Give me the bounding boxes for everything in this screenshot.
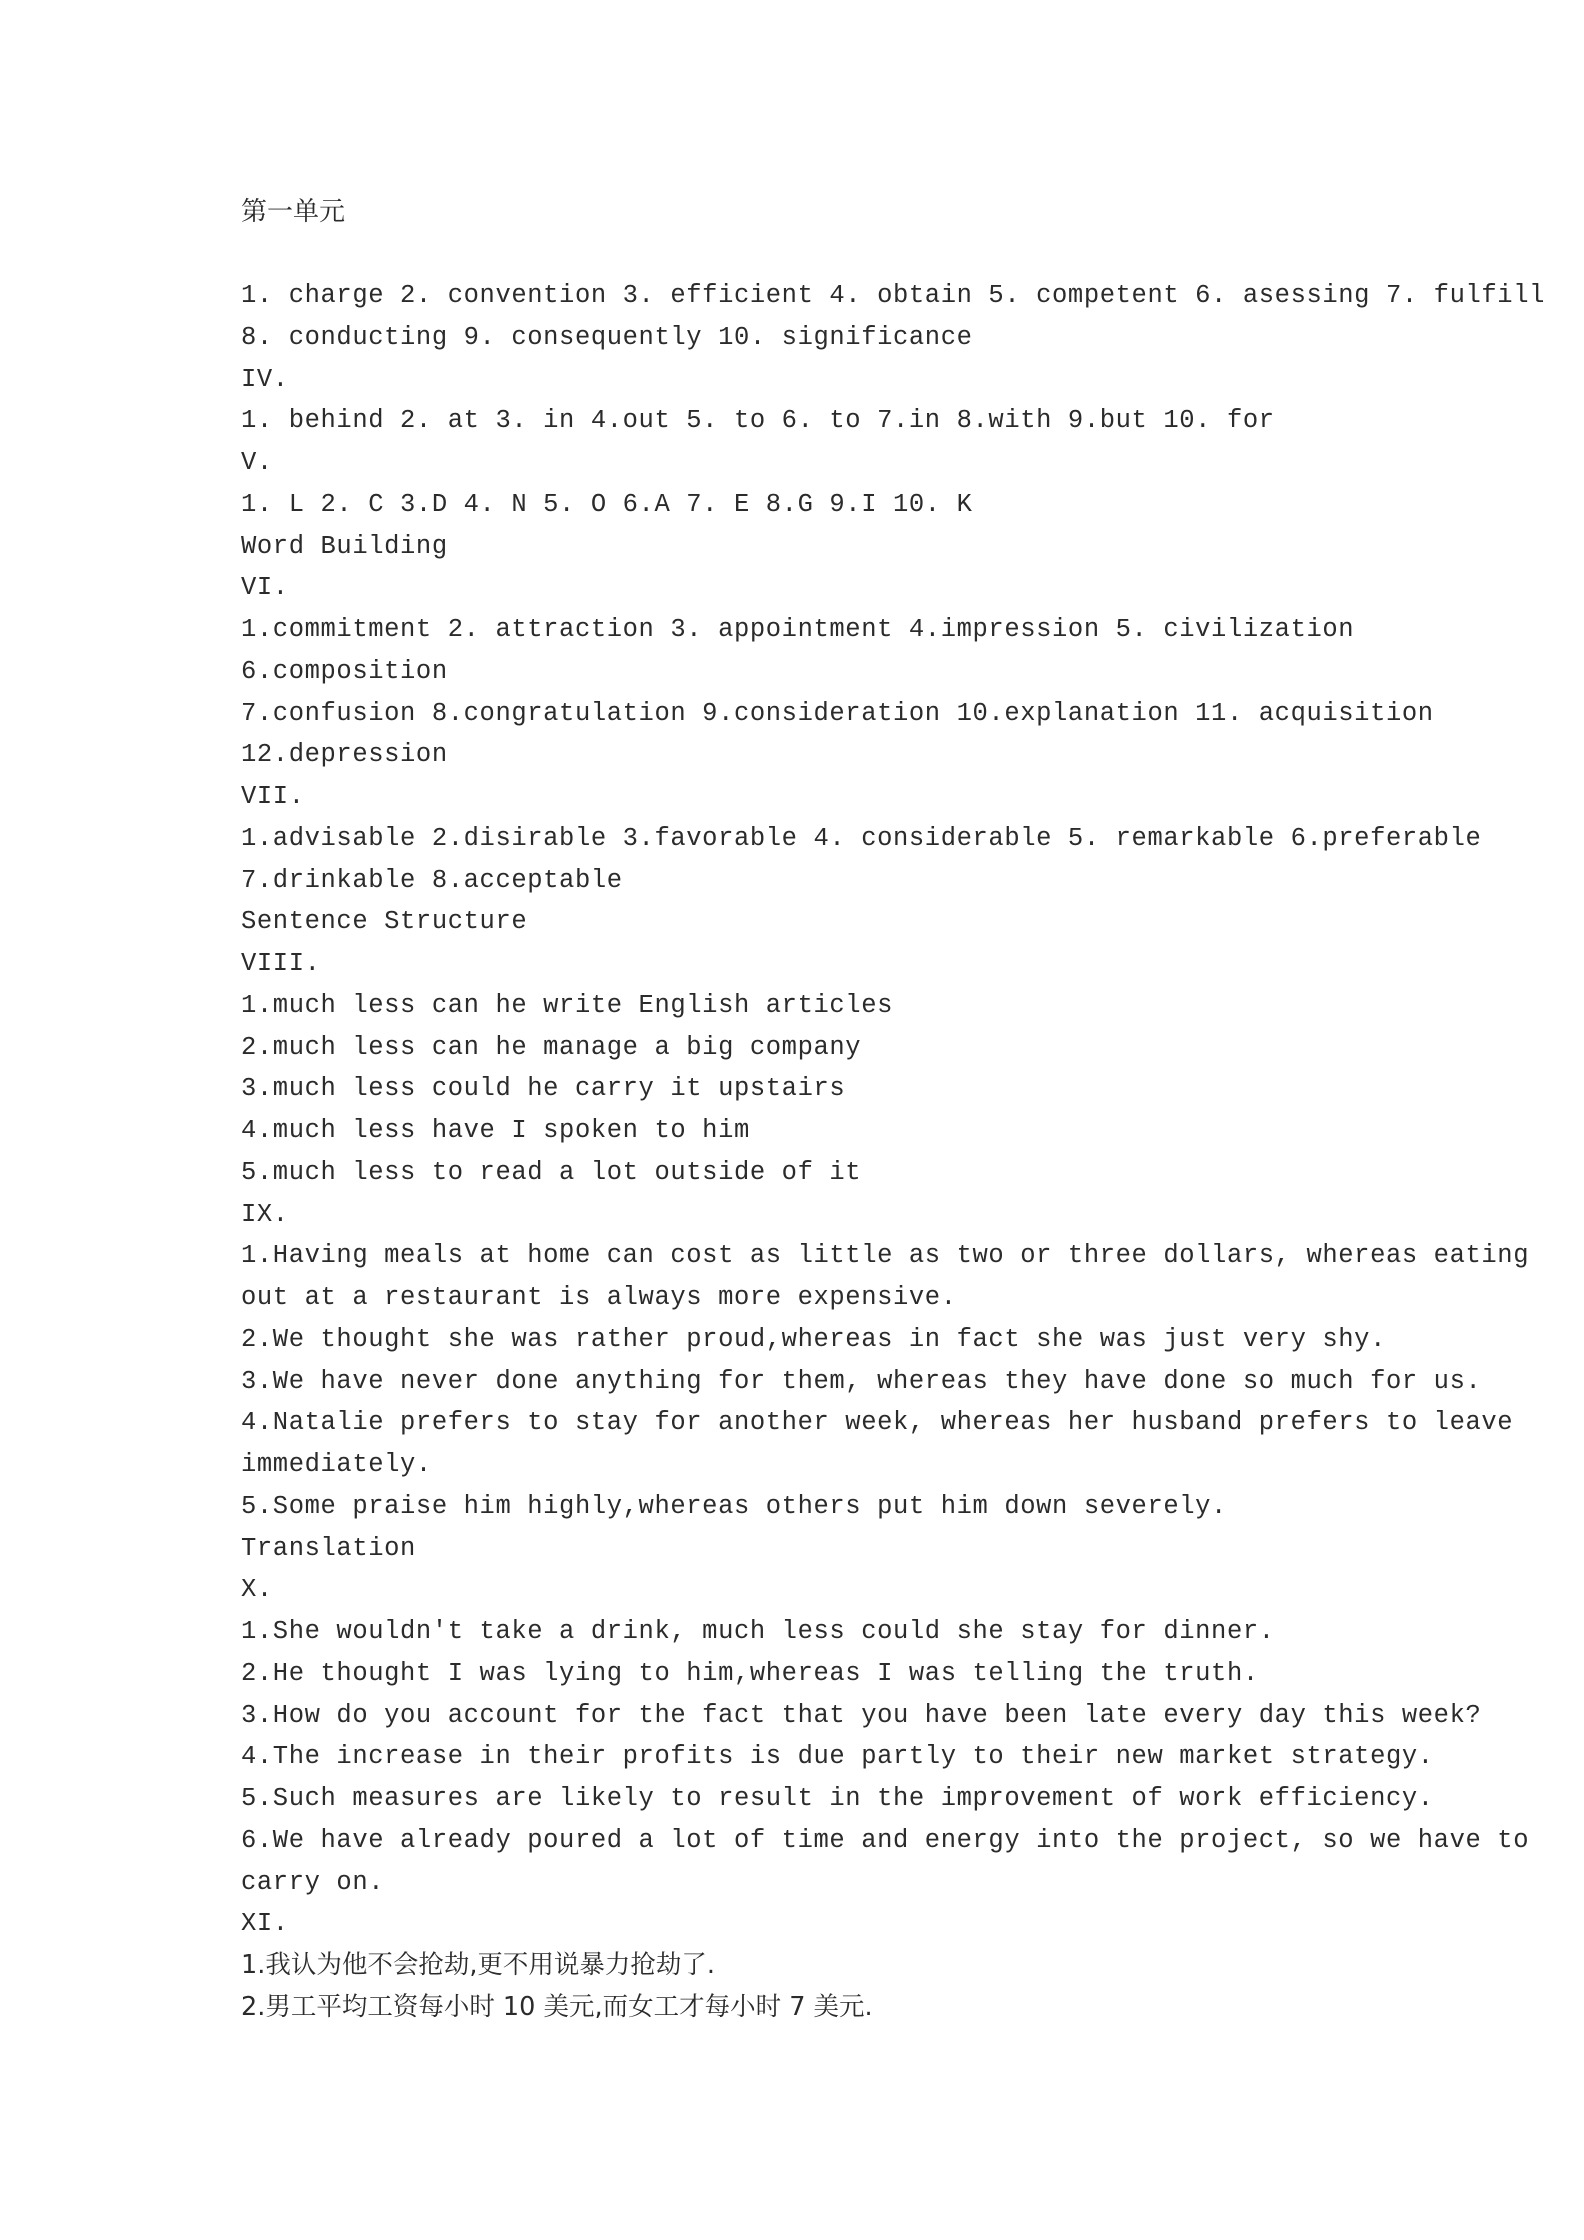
subheading-translation: Translation	[241, 1533, 416, 1563]
section-ix-item-1: 1.Having meals at home can cost as little as two or three dollars, whereas eating	[241, 1241, 1530, 1271]
section-heading-ix: IX.	[241, 1199, 289, 1229]
section-heading-x: X.	[241, 1575, 273, 1605]
section-ix-item-3: 3.We have never done anything for them, whereas they have done so much for us.	[241, 1366, 1482, 1396]
section-viii-item-3: 3.much less could he carry it upstairs	[241, 1074, 846, 1104]
section-x-item-6-cont: carry on.	[241, 1867, 385, 1897]
section-v-answers: 1. L 2. C 3.D 4. N 5. O 6.A 7. E 8.G 9.I 10. K	[241, 489, 973, 519]
section-heading-v: V.	[241, 448, 273, 477]
section-ix-item-1-cont: out at a restaurant is always more expensive.	[241, 1283, 957, 1312]
section-iv-answers: 1. behind 2. at 3. in 4.out 5. to 6. to 7.in 8.with 9.but 10. for	[241, 406, 1275, 436]
section-x-item-1: 1.She wouldn't take a drink, much less could she stay for dinner.	[241, 1617, 1275, 1646]
section-viii-item-4: 4.much less have I spoken to him	[241, 1116, 750, 1145]
section-viii-item-2: 2.much less can he manage a big company	[241, 1032, 862, 1062]
section-viii-item-1: 1.much less can he write English articles	[241, 990, 894, 1020]
vocabulary-answers-line-1: 1. charge 2. convention 3. efficient 4. obtain 5. competent 6. asessing 7. fulfill	[241, 281, 1546, 310]
unit-title: 第一单元	[241, 197, 346, 227]
section-xi-item-2: 2.男工平均工资每小时 10 美元,而女工才每小时 7 美元.	[241, 1991, 873, 2022]
section-vii-answers-line-2: 7.drinkable 8.acceptable	[241, 865, 623, 895]
section-x-item-4: 4.The increase in their profits is due partly to their new market strategy.	[241, 1742, 1434, 1772]
subheading-word-building: Word Building	[241, 531, 448, 561]
section-vii-answers-line-1: 1.advisable 2.disirable 3.favorable 4. considerable 5. remarkable 6.preferable	[241, 823, 1482, 853]
section-vi-answers-line-2: 6.composition	[241, 656, 448, 686]
vocabulary-answers-line-2: 8. conducting 9. consequently 10. significance	[241, 322, 973, 352]
section-ix-item-4: 4.Natalie prefers to stay for another week, whereas her husband prefers to leave	[241, 1408, 1514, 1438]
section-vi-answers-line-1: 1.commitment 2. attraction 3. appointment 4.impression 5. civilization	[241, 615, 1355, 644]
section-heading-iv: IV.	[241, 364, 289, 394]
subheading-sentence-structure: Sentence Structure	[241, 907, 528, 937]
section-ix-item-2: 2.We thought she was rather proud,whereas in fact she was just very shy.	[241, 1324, 1386, 1354]
section-x-item-5: 5.Such measures are likely to result in the improvement of work efficiency.	[241, 1784, 1434, 1813]
section-heading-vi: VI.	[241, 573, 289, 603]
answer-key-body	[241, 275, 1546, 2029]
section-ix-item-5: 5.Some praise him highly,whereas others put him down severely.	[241, 1491, 1227, 1521]
section-x-item-6: 6.We have already poured a lot of time and energy into the project, so we have to	[241, 1825, 1530, 1855]
section-ix-item-4-cont: immediately.	[241, 1450, 432, 1479]
section-xi-item-1: 1.我认为他不会抢劫,更不用说暴力抢劫了.	[241, 1950, 716, 1980]
section-viii-item-5: 5.much less to read a lot outside of it	[241, 1157, 862, 1187]
section-vi-answers-line-4: 12.depression	[241, 740, 448, 770]
section-x-item-2: 2.He thought I was lying to him,whereas I was telling the truth.	[241, 1658, 1259, 1688]
section-vi-answers-line-3: 7.confusion 8.congratulation 9.consideration 10.explanation 11. acquisition	[241, 698, 1434, 728]
section-heading-vii: VII.	[241, 782, 305, 811]
section-heading-viii: VIII.	[241, 949, 321, 978]
section-heading-xi: XI.	[241, 1909, 289, 1939]
section-x-item-3: 3.How do you account for the fact that you have been late every day this week?	[241, 1700, 1482, 1730]
